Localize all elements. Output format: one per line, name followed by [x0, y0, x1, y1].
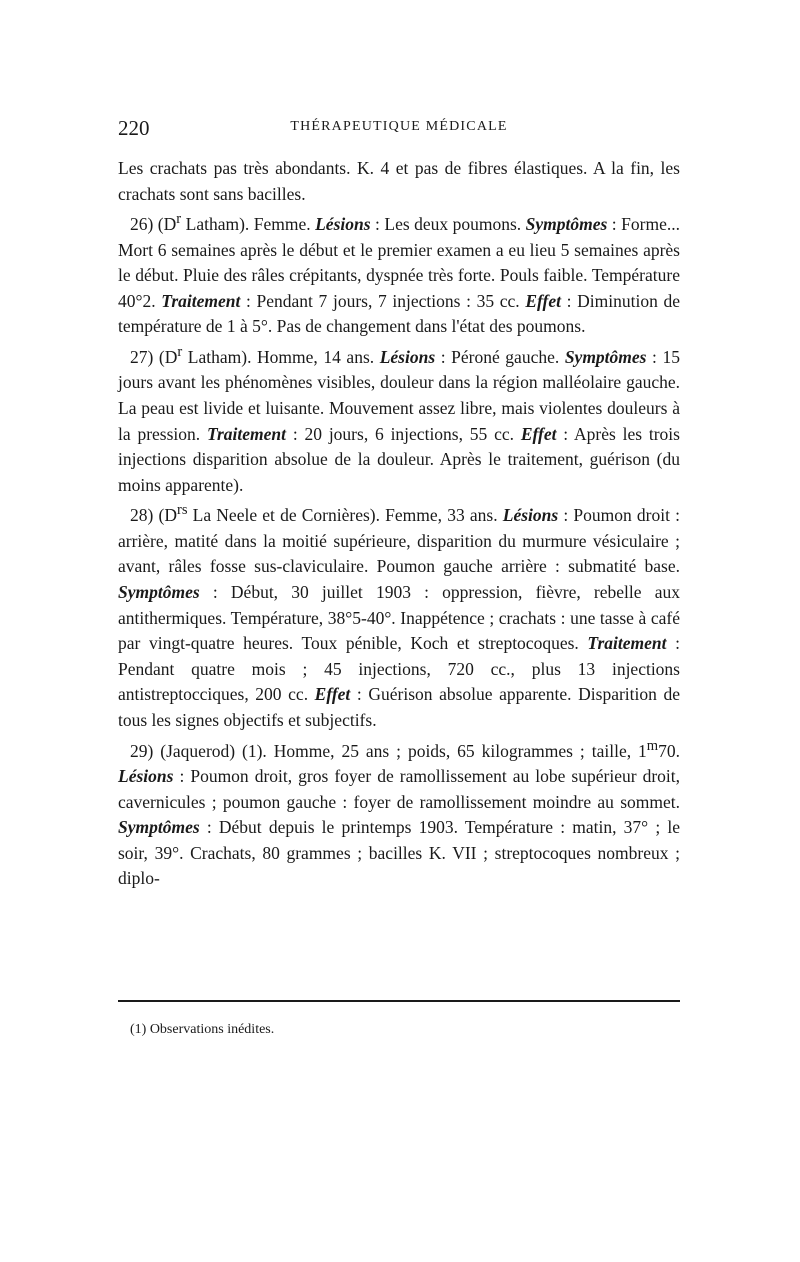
body-text	[118, 156, 680, 892]
case-text: : Pendant quatre mois ; 45 injections, 720 cc., plus 13 injections antistreptocciques, 200 cc.	[118, 633, 680, 705]
section-label: Effet	[525, 290, 561, 311]
superscript: r	[177, 343, 183, 360]
paragraph-continuation	[118, 156, 680, 207]
paragraph-text: Les crachats pas très abondants. K. 4 et pas de fibres élastiques. A la fin, les crachats sont sans bacilles.	[118, 158, 680, 204]
section-label: Traitement	[161, 290, 241, 311]
superscript: r	[176, 211, 182, 228]
case-text: 27) (D	[130, 346, 178, 367]
case-28-paragraph	[118, 498, 680, 733]
case-text: : Début, 30 juillet 1903 : oppression, fièvre, rebelle aux antithermiques. Température, 38°5-40°. Inappétence ; crachats : une tasse à café par vingt-quatre heures. Toux pénible, Koch et streptocoques.	[118, 581, 680, 654]
case-text: 29) (Jaquerod) (1). Homme, 25 ans ; poids, 65 kilogrammes ; taille, 1	[130, 740, 647, 761]
case-text: : Guérison absolue apparente. Disparition de tous les signes objectifs et subjectifs.	[118, 684, 680, 730]
page-header	[118, 116, 680, 146]
section-label: Effet	[314, 684, 351, 705]
case-text: La Neele et de Cornières). Femme, 33 ans.	[187, 505, 503, 526]
section-label: Symptômes	[564, 346, 647, 367]
running-title: THÉRAPEUTIQUE MÉDICALE	[290, 119, 508, 134]
footnote-divider	[118, 1000, 680, 1002]
page-number: 220	[118, 116, 150, 140]
superscript: m	[646, 737, 659, 754]
footnote: (1) Observations inédites.	[130, 1022, 275, 1037]
section-label: Traitement	[206, 423, 287, 444]
case-text: : Forme... Mort 6 semaines après le début et le premier examen a eu lieu 5 semaines après le début. Pluie des râles crépitants, dyspnée très forte. Pouls faible. Température 40°2.	[118, 214, 680, 311]
case-text: 28) (D	[130, 505, 177, 526]
case-text: : Diminution de température de 1 à 5°. Pas de changement dans l'état des poumons.	[118, 290, 681, 337]
section-label: Lésions	[118, 765, 174, 786]
section-label: Symptômes	[118, 817, 200, 838]
case-text: Latham). Homme, 14 ans.	[182, 346, 380, 367]
superscript: rs	[176, 502, 188, 519]
section-label: Lésions	[315, 214, 371, 235]
case-text: : Péroné gauche.	[435, 346, 565, 367]
case-text: 26) (D	[130, 214, 177, 235]
section-label: Symptômes	[118, 581, 200, 602]
case-text: : Poumon droit, gros foyer de ramollissement au lobe supérieur droit, cavernicules ; poumon gauche : foyer de ramollissement moindre au sommet.	[118, 765, 680, 812]
case-text: Latham). Femme.	[181, 214, 316, 235]
case-text: : Après les trois injections disparition absolue de la douleur. Après le traitement, guérison (du moins apparente).	[118, 423, 680, 495]
case-27-paragraph	[118, 340, 680, 498]
case-text: : 20 jours, 6 injections, 55 cc.	[286, 423, 521, 444]
section-label: Traitement	[587, 633, 667, 654]
case-26-paragraph	[118, 207, 680, 340]
case-text: : Début depuis le printemps 1903. Température : matin, 37° ; le soir, 39°. Crachats, 80 grammes ; bacilles K. VII ; streptocoques nombreux ; diplo-	[118, 817, 680, 889]
case-29-paragraph	[118, 734, 680, 892]
section-label: Lésions	[379, 346, 436, 367]
section-label: Symptômes	[525, 214, 608, 235]
case-text: : Poumon droit : arrière, matité dans la moitié supérieure, disparition du murmure vésiculaire ; avant, râles fosse sus-claviculaire. Poumon gauche arrière : submatité base.	[118, 505, 680, 577]
section-label: Effet	[520, 423, 557, 444]
case-text: : Les deux poumons.	[370, 214, 526, 235]
case-text: 70.	[658, 740, 680, 761]
section-label: Lésions	[502, 505, 559, 526]
case-text: : Pendant 7 jours, 7 injections : 35 cc.	[240, 290, 526, 311]
case-text: : 15 jours avant les phénomènes visibles, douleur dans la région malléolaire gauche. La peau est livide et luisante. Mouvement assez libre, mais violentes douleurs à la pression.	[118, 346, 680, 444]
